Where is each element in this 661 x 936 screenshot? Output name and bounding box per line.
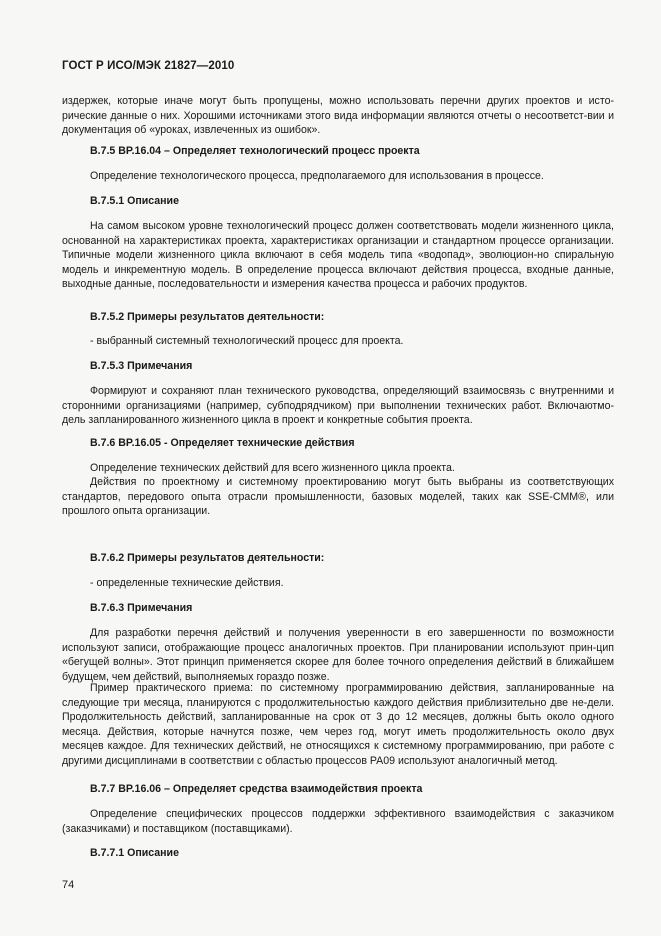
section-heading: B.7.7.1 Описание xyxy=(90,847,179,859)
paragraph: Действия по проектному и системному проектированию могут быть выбраны из соответствующих стандартов, передового опыта отрасли промышленности, базовых моделей, таких как SSE-CMM®, или прошлого опыта организации. xyxy=(62,476,614,518)
document-header: ГОСТ Р ИСО/МЭК 21827—2010 xyxy=(62,60,235,72)
section-heading: B.7.5.3 Примечания xyxy=(90,360,193,372)
section-heading: B.7.5.2 Примеры результатов деятельности: xyxy=(90,311,325,323)
page-number: 74 xyxy=(62,879,75,891)
section-heading: B.7.5 BP.16.04 – Определяет технологический процесс проекта xyxy=(90,145,420,157)
section-heading: B.7.7 BP.16.06 – Определяет средства взаимодействия проекта xyxy=(90,783,423,795)
paragraph: издержек, которые иначе могут быть пропущены, можно использовать перечни других проектов и исто-рические данные о них. Хорошими источниками этого вида информации являются отчеты о несоответст-вии и документация об «уроках, извлеченных из ошибок». xyxy=(62,95,614,137)
paragraph: - определенные технические действия. xyxy=(90,577,284,589)
paragraph: Определение технических действий для всего жизненного цикла проекта. xyxy=(90,462,455,474)
paragraph: Пример практического приема: по системному программированию действия, запланированные на следующие три месяца, планируются с продолжительностью каждого действия приблизительно две не-дели. Продолжительность действий, запланированные на срок от 3 до 12 месяцев, должны быть около одного месяца. Действия, которые начнутся позже, чем через год, могут иметь продолжительность около двух месяцев каждое. Для технических действий, не относящихся к системному программированию, при работе с другими дисциплинами в соответствии с областью процессов PA09 используют аналогичный метод. xyxy=(62,682,614,767)
paragraph: Формируют и сохраняют план технического руководства, определяющий взаимосвязь с внутренними и сторонними организациями (например, субподрядчиком) при выполнении технических работ. Включаютмо-дель запланированного жизненного цикла в проект и конкретные события проекта. xyxy=(62,385,614,427)
paragraph: На самом высоком уровне технологический процесс должен соответствовать модели жизненного цикла, основанной на характеристиках проекта, характеристиках организации и стандартном процессе организации. Типичные модели жизненного цикла включают в себя модель типа «водопад», эволюцион-но спиральную модель и инкрементную модель. В определение процесса включают действия процесса, входные данные, выходные данные, последовательности и измерения качества процесса и рабочих продуктов. xyxy=(62,220,614,291)
section-heading: B.7.6 BP.16.05 - Определяет технические действия xyxy=(90,437,355,449)
paragraph: Определение специфических процессов поддержки эффективного взаимодействия с заказчиком (заказчиками) и поставщиком (поставщиками). xyxy=(62,808,614,835)
paragraph: Определение технологического процесса, предполагаемого для использования в процессе. xyxy=(90,170,544,182)
section-heading: B.7.6.2 Примеры результатов деятельности: xyxy=(90,552,325,564)
paragraph: - выбранный системный технологический процесс для проекта. xyxy=(90,335,404,347)
paragraph: Для разработки перечня действий и получения уверенности в его завершенности по возможности используют записи, отображающие процесс аналогичных проектов. При планировании используют прин-цип «бегущей волны». Этот принцип применяется скорее для более точного определения действий в ближайшем будущем, чем действий, выполняемых гораздо позже. xyxy=(62,627,614,683)
section-heading: B.7.5.1 Описание xyxy=(90,195,179,207)
section-heading: B.7.6.3 Примечания xyxy=(90,602,193,614)
